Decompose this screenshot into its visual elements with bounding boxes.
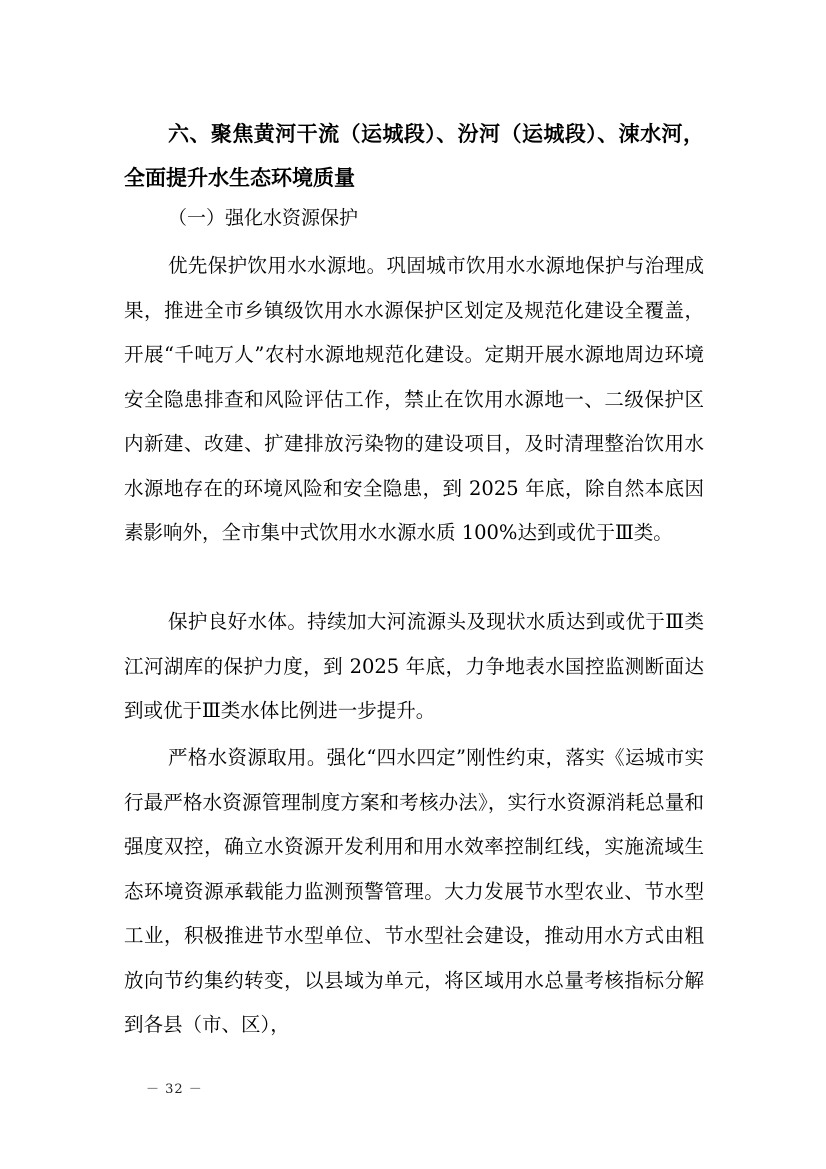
subsection-heading: （一）强化水资源保护 [168, 207, 359, 229]
section-heading: 六、聚焦黄河干流（运城段）、汾河（运城段）、涑水河，全面提升水生态环境质量 [124, 122, 704, 190]
paragraph-water-use: 严格水资源取用。强化“四水四定”刚性约束，落实《运城市实行最严格水资源管理制度方案和考核办法》，实行水资源消耗总量和强度双控，确立水资源开发利用和用水效率控制红线，实施流域生态环境资源承载能力监测预警管理。大力发展节水型农业、节水型工业，积极推进节水型单位、节水型社会建设，推动用水方式由粗放向节约集约转变，以县域为单元，将区域用水总量考核指标分解到各县（市、区）， [124, 746, 704, 1036]
paragraph-water-bodies: 保护良好水体。持续加大河流源头及现状水质达到或优于Ⅲ类江河湖库的保护力度，到 2025 年底，力争地表水国控监测断面达到或优于Ⅲ类水体比例进一步提升。 [124, 610, 704, 722]
page-number: － 32 － [146, 1082, 203, 1097]
paragraph-drinking-water: 优先保护饮用水水源地。巩固城市饮用水水源地保护与治理成果，推进全市乡镇级饮用水水源保护区划定及规范化建设全覆盖，开展“千吨万人”农村水源地规范化建设。定期开展水源地周边环境安全隐患排查和风险评估工作，禁止在饮用水源地一、二级保护区内新建、改建、扩建排放污染物的建设项目，及时清理整治饮用水水源地存在的环境风险和安全隐患，到 2025 年底，除自然本底因素影响外，全市集中式饮用水水源水质 100%达到或优于Ⅲ类。 [124, 254, 704, 544]
